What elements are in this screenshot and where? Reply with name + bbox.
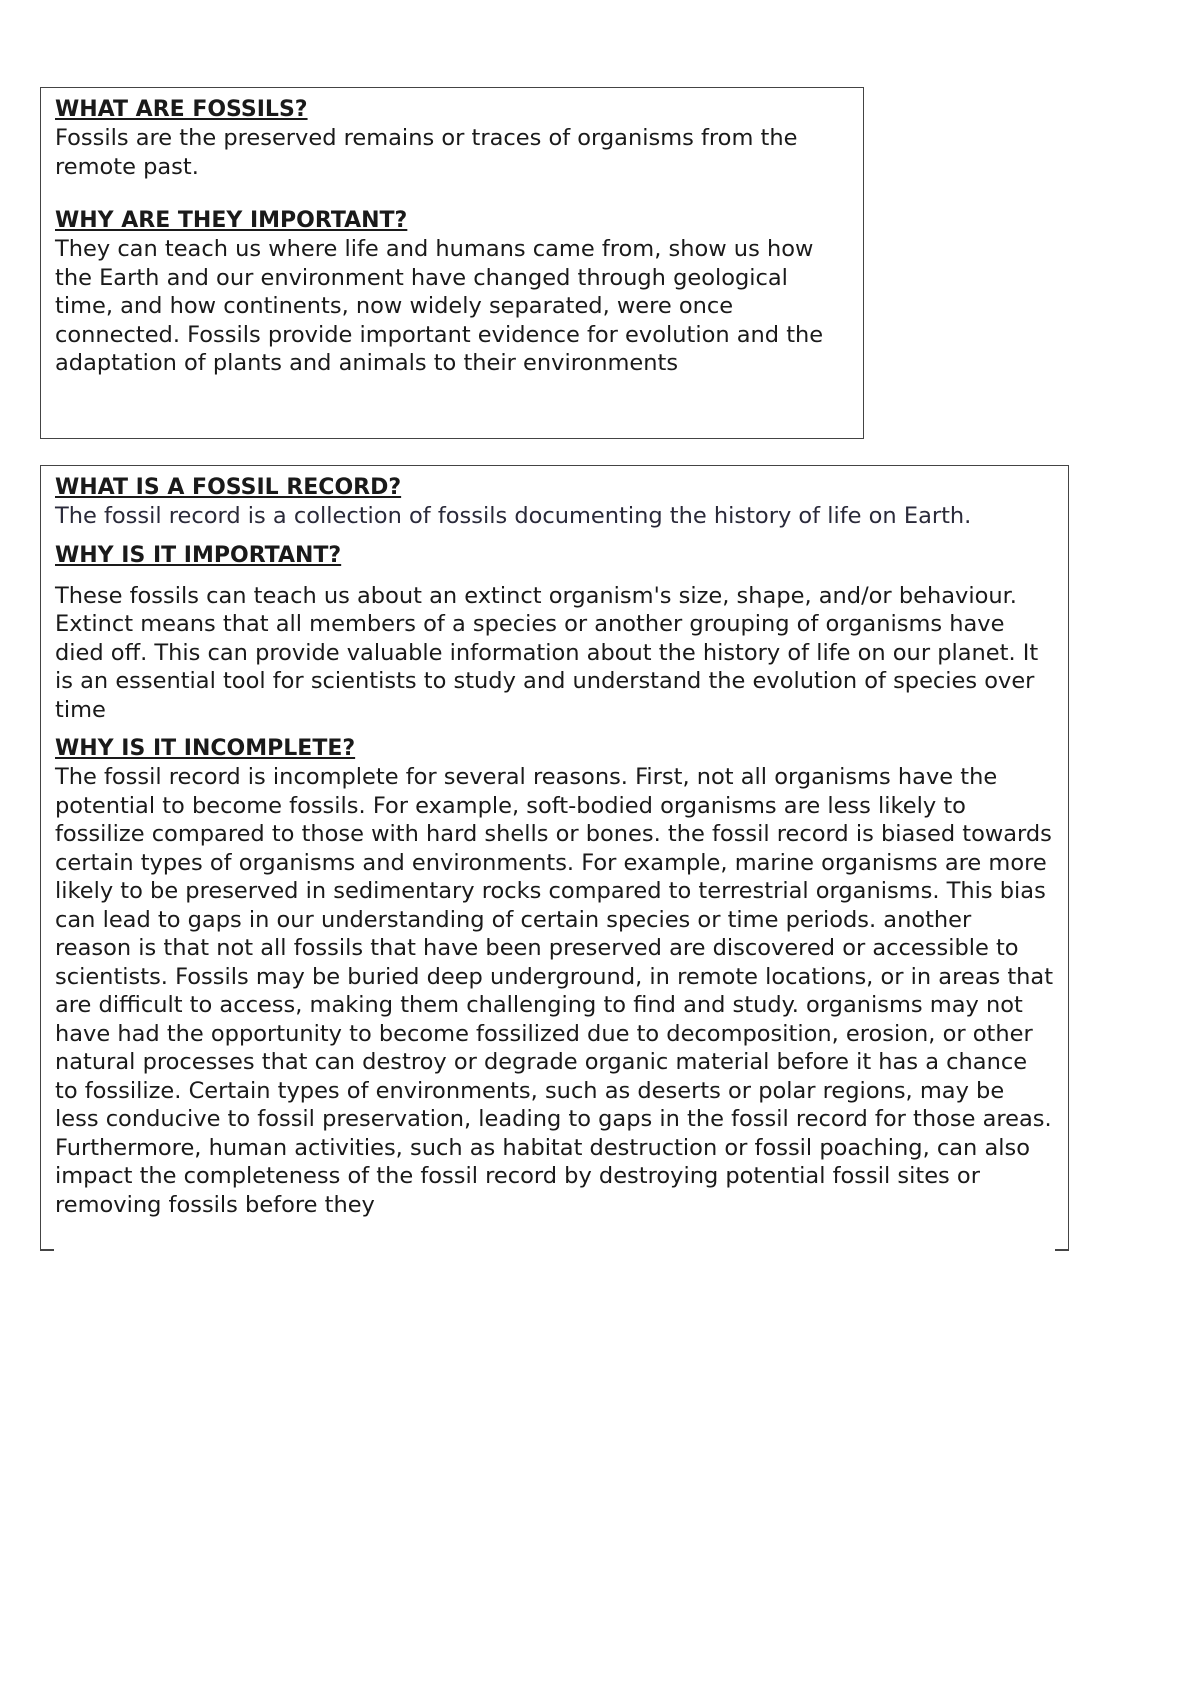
paragraph-fossil-record-importance: These fossils can teach us about an extinct organism's size, shape, and/or behaviour. Extinct means that all members of a species or another grouping of organisms have died off. This can provide valuable information about the history of life on our planet. It is an essential tool for scientists to study and understand the evolution of species over time: [55, 582, 1039, 723]
paragraph-fossil-record-incompleteness: The fossil record is incomplete for several reasons. First, not all organisms have the potential to become fossils. For example, soft-bodied organisms are less likely to fossilize compared to those with hard shells or bones. the fossil record is biased towards certain types of organisms and environments. For example, marine organisms are more likely to be preserved in sedimentary rocks compared to terrestrial organisms. This bias can lead to gaps in our understanding of certain species or time periods. another reason is that not all fossils that have been preserved are discovered or accessible to scientists. Fossils may be buried deep underground, in remote locations, or in areas that are difficult to access, making them challenging to find and study. organisms may not have had the opportunity to become fossilized due to decomposition, erosion, or other natural processes that can destroy or degrade organic material before it has a chance to fossilize. Certain types of environments, such as deserts or polar regions, may be less conducive to fossil preservation, leading to gaps in the fossil record for those areas. Furthermore, human activities, such as habitat destruction or fossil poaching, can also impact the completeness of the fossil record by destroying potential fossil sites or removing fossils before they: [55, 764, 1054, 1218]
heading-why-important: WHY ARE THEY IMPORTANT?: [55, 208, 408, 233]
paragraph-fossil-record-definition: The fossil record is a collection of fossils documenting the history of life on Earth.: [55, 503, 972, 529]
heading-why-is-it-incomplete: WHY IS IT INCOMPLETE?: [55, 736, 356, 761]
heading-what-is-fossil-record: WHAT IS A FOSSIL RECORD?: [55, 475, 402, 500]
box-bottom-left-edge: [40, 1249, 54, 1251]
paragraph-fossils-importance: They can teach us where life and humans came from, show us how the Earth and our environment have changed through geological time, and how continents, now widely separated, were once connected. Fossils provide important evidence for evolution and the adaptation of plants and animals to their environments: [55, 236, 824, 376]
fossils-text-box: [40, 87, 864, 439]
heading-why-is-it-important: WHY IS IT IMPORTANT?: [55, 542, 342, 568]
paragraph-fossils-definition: Fossils are the preserved remains or traces of organisms from the remote past.: [55, 125, 798, 180]
box-bottom-right-edge: [1055, 1249, 1069, 1251]
fossil-record-text-box: [40, 465, 1069, 1250]
heading-what-are-fossils: WHAT ARE FOSSILS?: [55, 97, 308, 122]
